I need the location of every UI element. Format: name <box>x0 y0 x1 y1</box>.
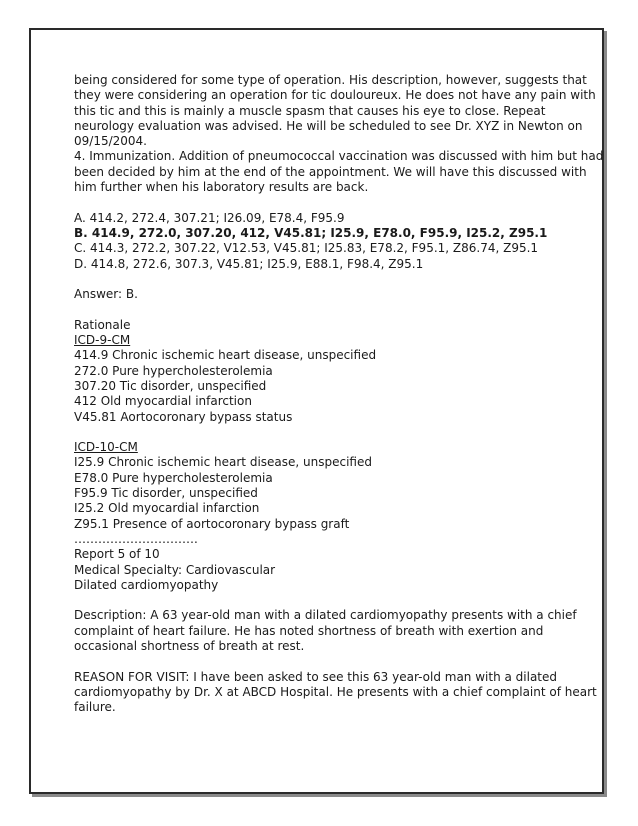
spacer <box>74 272 574 287</box>
report-header <box>74 547 574 593</box>
text-line: 09/15/2004. <box>74 134 147 149</box>
document-content <box>74 73 604 715</box>
code-line: I25.9 Chronic ischemic heart disease, unspecified <box>74 455 372 470</box>
code-line: I25.2 Old myocardial infarction <box>74 501 260 516</box>
spacer <box>74 654 574 669</box>
medical-specialty: Medical Specialty: Cardiovascular <box>74 562 276 577</box>
icd9-heading: ICD-9-CM <box>74 333 131 348</box>
paragraph-description <box>74 608 577 654</box>
text-line: this tic and this is mainly a muscle spasm that causes his eye to close. Repeat <box>74 103 546 118</box>
text-line: REASON FOR VISIT: I have been asked to see this 63 year-old man with a dilated <box>74 669 558 684</box>
spacer <box>74 425 574 440</box>
code-line: F95.9 Tic disorder, unspecified <box>74 486 258 501</box>
text-line: cardiomyopathy by Dr. X at ABCD Hospital. He presents with a chief complaint of heart <box>74 684 597 699</box>
answer-options <box>74 211 574 272</box>
code-line: 412 Old myocardial infarction <box>74 394 252 409</box>
report-number: Report 5 of 10 <box>74 547 160 562</box>
text-line: 4. Immunization. Addition of pneumococcal vaccination was discussed with him but had <box>74 149 604 164</box>
icd10-heading: ICD-10-CM <box>74 440 138 455</box>
paragraph-reason <box>74 669 597 716</box>
code-line: V45.81 Aortocoronary bypass status <box>74 409 293 424</box>
text-line: complaint of heart failure. He has noted shortness of breath with exertion and <box>74 623 544 638</box>
code-line: E78.0 Pure hypercholesterolemia <box>74 470 273 485</box>
answer-text: Answer: B. <box>74 287 138 302</box>
text-line: being considered for some type of operation. His description, however, suggests that <box>74 73 587 87</box>
text-line: failure. <box>74 700 116 715</box>
code-line: 272.0 Pure hypercholesterolemia <box>74 363 273 378</box>
text-line: they were considering an operation for tic douloureux. He does not have any pain with <box>74 88 596 103</box>
text-line: been decided by him at the end of the appointment. We will have this discussed with <box>74 164 587 179</box>
code-line: 307.20 Tic disorder, unspecified <box>74 378 267 393</box>
text-line: neurology evaluation was advised. He will be scheduled to see Dr. XYZ in Newton on <box>74 118 583 133</box>
code-line: 414.9 Chronic ischemic heart disease, unspecified <box>74 348 377 363</box>
text-line: him further when his laboratory results are back. <box>74 180 369 195</box>
spacer <box>74 195 574 210</box>
paragraph-operation <box>74 73 596 149</box>
separator-dots: …………………………. <box>74 531 198 546</box>
paragraph-immunization <box>74 149 604 195</box>
code-line: Z95.1 Presence of aortocoronary bypass graft <box>74 516 350 531</box>
option-a: A. 414.2, 272.4, 307.21; I26.09, E78.4, F95.9 <box>74 210 345 225</box>
option-d: D. 414.8, 272.6, 307.3, V45.81; I25.9, E88.1, F98.4, Z95.1 <box>74 256 424 271</box>
spacer <box>74 302 574 317</box>
spacer <box>74 593 574 608</box>
option-b: B. 414.9, 272.0, 307.20, 412, V45.81; I25.9, E78.0, F95.9, I25.2, Z95.1 <box>74 225 548 240</box>
icd10-section <box>74 440 574 532</box>
text-line: occasional shortness of breath at rest. <box>74 638 305 653</box>
icd9-section <box>74 333 574 425</box>
rationale-heading: Rationale <box>74 317 131 332</box>
text-line: Description: A 63 year-old man with a dilated cardiomyopathy presents with a chief <box>74 608 577 623</box>
option-c: C. 414.3, 272.2, 307.22, V12.53, V45.81; I25.83, E78.2, F95.1, Z86.74, Z95.1 <box>74 241 539 256</box>
report-title: Dilated cardiomyopathy <box>74 577 219 592</box>
